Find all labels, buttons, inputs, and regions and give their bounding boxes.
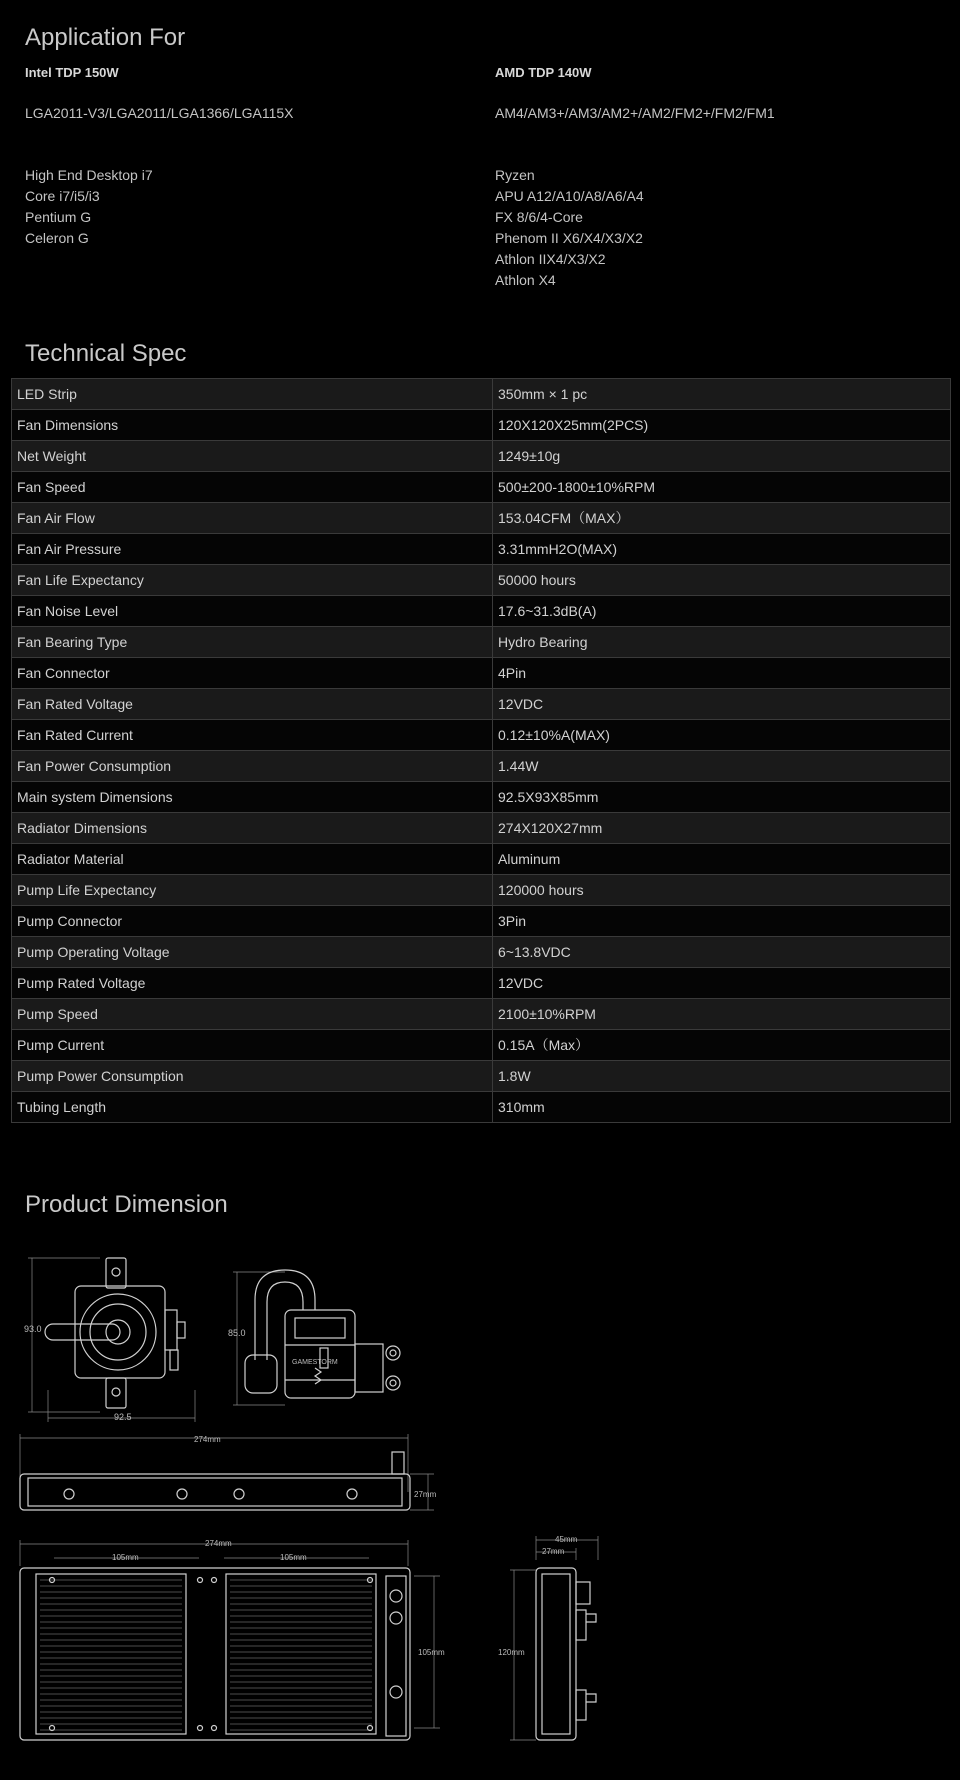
table-row <box>12 379 951 410</box>
svg-text:93.0: 93.0 <box>24 1324 42 1334</box>
table-row <box>12 565 951 596</box>
svg-text:105mm: 105mm <box>280 1553 307 1562</box>
intel-socket-list: LGA2011-V3/LGA2011/LGA1366/LGA115X <box>25 105 294 121</box>
spec-value: 0.12±10%A(MAX) <box>493 720 951 751</box>
spec-value: 12VDC <box>493 689 951 720</box>
spec-label: Fan Rated Voltage <box>12 689 493 720</box>
table-row <box>12 627 951 658</box>
pump-height-label <box>22 1322 52 1336</box>
intel-column <box>25 62 294 249</box>
radiator-side-view-drawing <box>496 1530 606 1745</box>
svg-text:105mm: 105mm <box>418 1648 445 1657</box>
spec-label: Fan Dimensions <box>12 410 493 441</box>
table-row <box>12 658 951 689</box>
spec-label: Net Weight <box>12 441 493 472</box>
spec-label: Fan Noise Level <box>12 596 493 627</box>
spec-label: Pump Current <box>12 1030 493 1061</box>
spec-value: 1249±10g <box>493 441 951 472</box>
radiator-length-top-label <box>190 1433 230 1445</box>
dimension-title: Product Dimension <box>25 1191 228 1218</box>
svg-text:27mm: 27mm <box>414 1490 437 1499</box>
spec-label: Tubing Length <box>12 1092 493 1123</box>
spec-label: Fan Air Flow <box>12 503 493 534</box>
spec-value: 92.5X93X85mm <box>493 782 951 813</box>
spec-label: Radiator Dimensions <box>12 813 493 844</box>
spec-value: 153.04CFM（MAX） <box>493 503 951 534</box>
spec-value: 17.6~31.3dB(A) <box>493 596 951 627</box>
table-row <box>12 968 951 999</box>
spec-label: LED Strip <box>12 379 493 410</box>
spec-label: Fan Life Expectancy <box>12 565 493 596</box>
pump-side-height-label <box>226 1326 256 1340</box>
list-item: High End Desktop i7 <box>25 167 153 183</box>
application-title: Application For <box>25 24 186 51</box>
spec-label: Main system Dimensions <box>12 782 493 813</box>
svg-text:45mm: 45mm <box>555 1535 578 1544</box>
table-row <box>12 472 951 503</box>
spec-label: Fan Power Consumption <box>12 751 493 782</box>
table-row <box>12 410 951 441</box>
spec-value: Hydro Bearing <box>493 627 951 658</box>
table-row <box>12 999 951 1030</box>
fan-spacing-right-label <box>278 1551 318 1563</box>
svg-text:92.5: 92.5 <box>114 1412 132 1422</box>
table-row <box>12 1092 951 1123</box>
amd-cpu-list <box>495 165 775 291</box>
table-row <box>12 1061 951 1092</box>
side-width-label <box>553 1533 589 1545</box>
side-thickness-label <box>540 1545 576 1557</box>
table-row <box>12 813 951 844</box>
spec-value: 3.31mmH2O(MAX) <box>493 534 951 565</box>
brand-mark <box>290 1355 360 1367</box>
table-row <box>12 720 951 751</box>
list-item: Athlon X4 <box>495 272 556 288</box>
spec-label: Pump Connector <box>12 906 493 937</box>
amd-column <box>495 62 775 291</box>
list-item: Athlon IIX4/X3/X2 <box>495 251 606 267</box>
spec-value: 3Pin <box>493 906 951 937</box>
list-item: APU A12/A10/A8/A6/A4 <box>495 188 644 204</box>
svg-text:274mm: 274mm <box>205 1539 232 1548</box>
spec-value: 120000 hours <box>493 875 951 906</box>
spec-label: Fan Air Pressure <box>12 534 493 565</box>
table-row <box>12 534 951 565</box>
svg-text:GAMESTORM: GAMESTORM <box>292 1359 338 1366</box>
list-item: Phenom II X6/X4/X3/X2 <box>495 230 643 246</box>
radiator-front-view-drawing <box>14 1536 454 1746</box>
table-row <box>12 875 951 906</box>
list-item: Pentium G <box>25 209 92 225</box>
list-item: Ryzen <box>495 167 535 183</box>
spec-table-body <box>12 379 951 1123</box>
spec-label: Pump Life Expectancy <box>12 875 493 906</box>
spec-value: 50000 hours <box>493 565 951 596</box>
intel-cpu-list <box>25 165 294 249</box>
list-item: Core i7/i5/i3 <box>25 188 100 204</box>
spec-label: Fan Speed <box>12 472 493 503</box>
table-row <box>12 751 951 782</box>
table-row <box>12 503 951 534</box>
table-row <box>12 906 951 937</box>
pump-width-label <box>110 1410 150 1424</box>
side-height-label <box>496 1646 532 1658</box>
spec-label: Pump Power Consumption <box>12 1061 493 1092</box>
spec-value: 4Pin <box>493 658 951 689</box>
spec-value: 0.15A（Max） <box>493 1030 951 1061</box>
spec-title: Technical Spec <box>25 340 187 367</box>
svg-text:274mm: 274mm <box>194 1435 221 1444</box>
spec-value: 6~13.8VDC <box>493 937 951 968</box>
spec-table <box>11 378 951 1123</box>
svg-text:85.0: 85.0 <box>228 1328 246 1338</box>
svg-text:105mm: 105mm <box>112 1553 139 1562</box>
list-item: FX 8/6/4-Core <box>495 209 583 225</box>
spec-value: 1.44W <box>493 751 951 782</box>
spec-value: 2100±10%RPM <box>493 999 951 1030</box>
radiator-length-front-label <box>203 1537 243 1549</box>
spec-label: Pump Rated Voltage <box>12 968 493 999</box>
spec-value: 500±200-1800±10%RPM <box>493 472 951 503</box>
spec-label: Pump Speed <box>12 999 493 1030</box>
amd-tdp-header: AMD TDP 140W <box>495 65 592 80</box>
spec-label: Fan Bearing Type <box>12 627 493 658</box>
spec-value: 12VDC <box>493 968 951 999</box>
spec-value: Aluminum <box>493 844 951 875</box>
spec-label: Fan Connector <box>12 658 493 689</box>
spec-value: 274X120X27mm <box>493 813 951 844</box>
table-row <box>12 1030 951 1061</box>
table-row <box>12 782 951 813</box>
table-row <box>12 441 951 472</box>
radiator-thickness-label <box>412 1488 446 1500</box>
spec-value: 350mm × 1 pc <box>493 379 951 410</box>
table-row <box>12 937 951 968</box>
table-row <box>12 596 951 627</box>
spec-label: Radiator Material <box>12 844 493 875</box>
fan-spacing-left-label <box>110 1551 150 1563</box>
svg-text:27mm: 27mm <box>542 1547 565 1556</box>
spec-value: 310mm <box>493 1092 951 1123</box>
list-item: Celeron G <box>25 230 89 246</box>
radiator-hole-height-label <box>416 1646 452 1658</box>
amd-socket-list: AM4/AM3+/AM3/AM2+/AM2/FM2+/FM2/FM1 <box>495 105 775 121</box>
table-row <box>12 689 951 720</box>
svg-text:120mm: 120mm <box>498 1648 525 1657</box>
intel-tdp-header: Intel TDP 150W <box>25 65 119 80</box>
spec-label: Pump Operating Voltage <box>12 937 493 968</box>
spec-value: 1.8W <box>493 1061 951 1092</box>
pump-top-view-drawing <box>20 1250 200 1425</box>
spec-value: 120X120X25mm(2PCS) <box>493 410 951 441</box>
table-row <box>12 844 951 875</box>
spec-label: Fan Rated Current <box>12 720 493 751</box>
